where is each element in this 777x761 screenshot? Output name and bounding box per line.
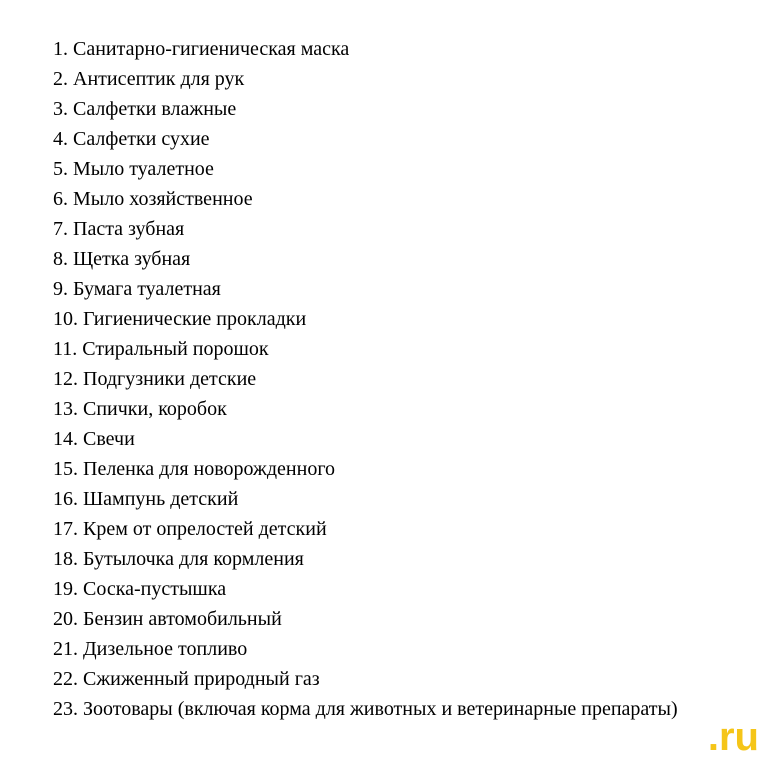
list-item: 14. Свечи: [53, 428, 135, 450]
list-item: 1. Санитарно-гигиеническая маска: [53, 38, 350, 60]
list-item: 7. Паста зубная: [53, 218, 185, 240]
list-item: 17. Крем от опрелостей детский: [53, 518, 327, 540]
list-item: 15. Пеленка для новорожденного: [53, 458, 336, 480]
list-item: 5. Мыло туалетное: [53, 158, 214, 180]
list-item: 19. Соска-пустышка: [53, 578, 227, 600]
list-item: 21. Дизельное топливо: [53, 638, 248, 660]
list-item: 9. Бумага туалетная: [53, 278, 221, 300]
list-item: 2. Антисептик для рук: [53, 68, 245, 90]
list-item: 23. Зоотовары (включая корма для животных и ветеринарные препараты): [53, 698, 678, 720]
list-item: 3. Салфетки влажные: [53, 98, 237, 120]
list-item: 10. Гигиенические прокладки: [53, 308, 307, 330]
list-item: 13. Спички, коробок: [53, 398, 227, 420]
list-item: 18. Бутылочка для кормления: [53, 548, 304, 570]
list-item: 22. Сжиженный природный газ: [53, 668, 320, 690]
list-item: 16. Шампунь детский: [53, 488, 239, 510]
item-list: [53, 34, 678, 724]
list-item: 6. Мыло хозяйственное: [53, 188, 253, 210]
list-item: 11. Стиральный порошок: [53, 338, 269, 360]
list-item: 12. Подгузники детские: [53, 368, 257, 390]
list-item: 4. Салфетки сухие: [53, 128, 210, 150]
list-item: 20. Бензин автомобильный: [53, 608, 282, 630]
list-item: 8. Щетка зубная: [53, 248, 191, 270]
watermark-logo: .ru: [707, 715, 759, 759]
